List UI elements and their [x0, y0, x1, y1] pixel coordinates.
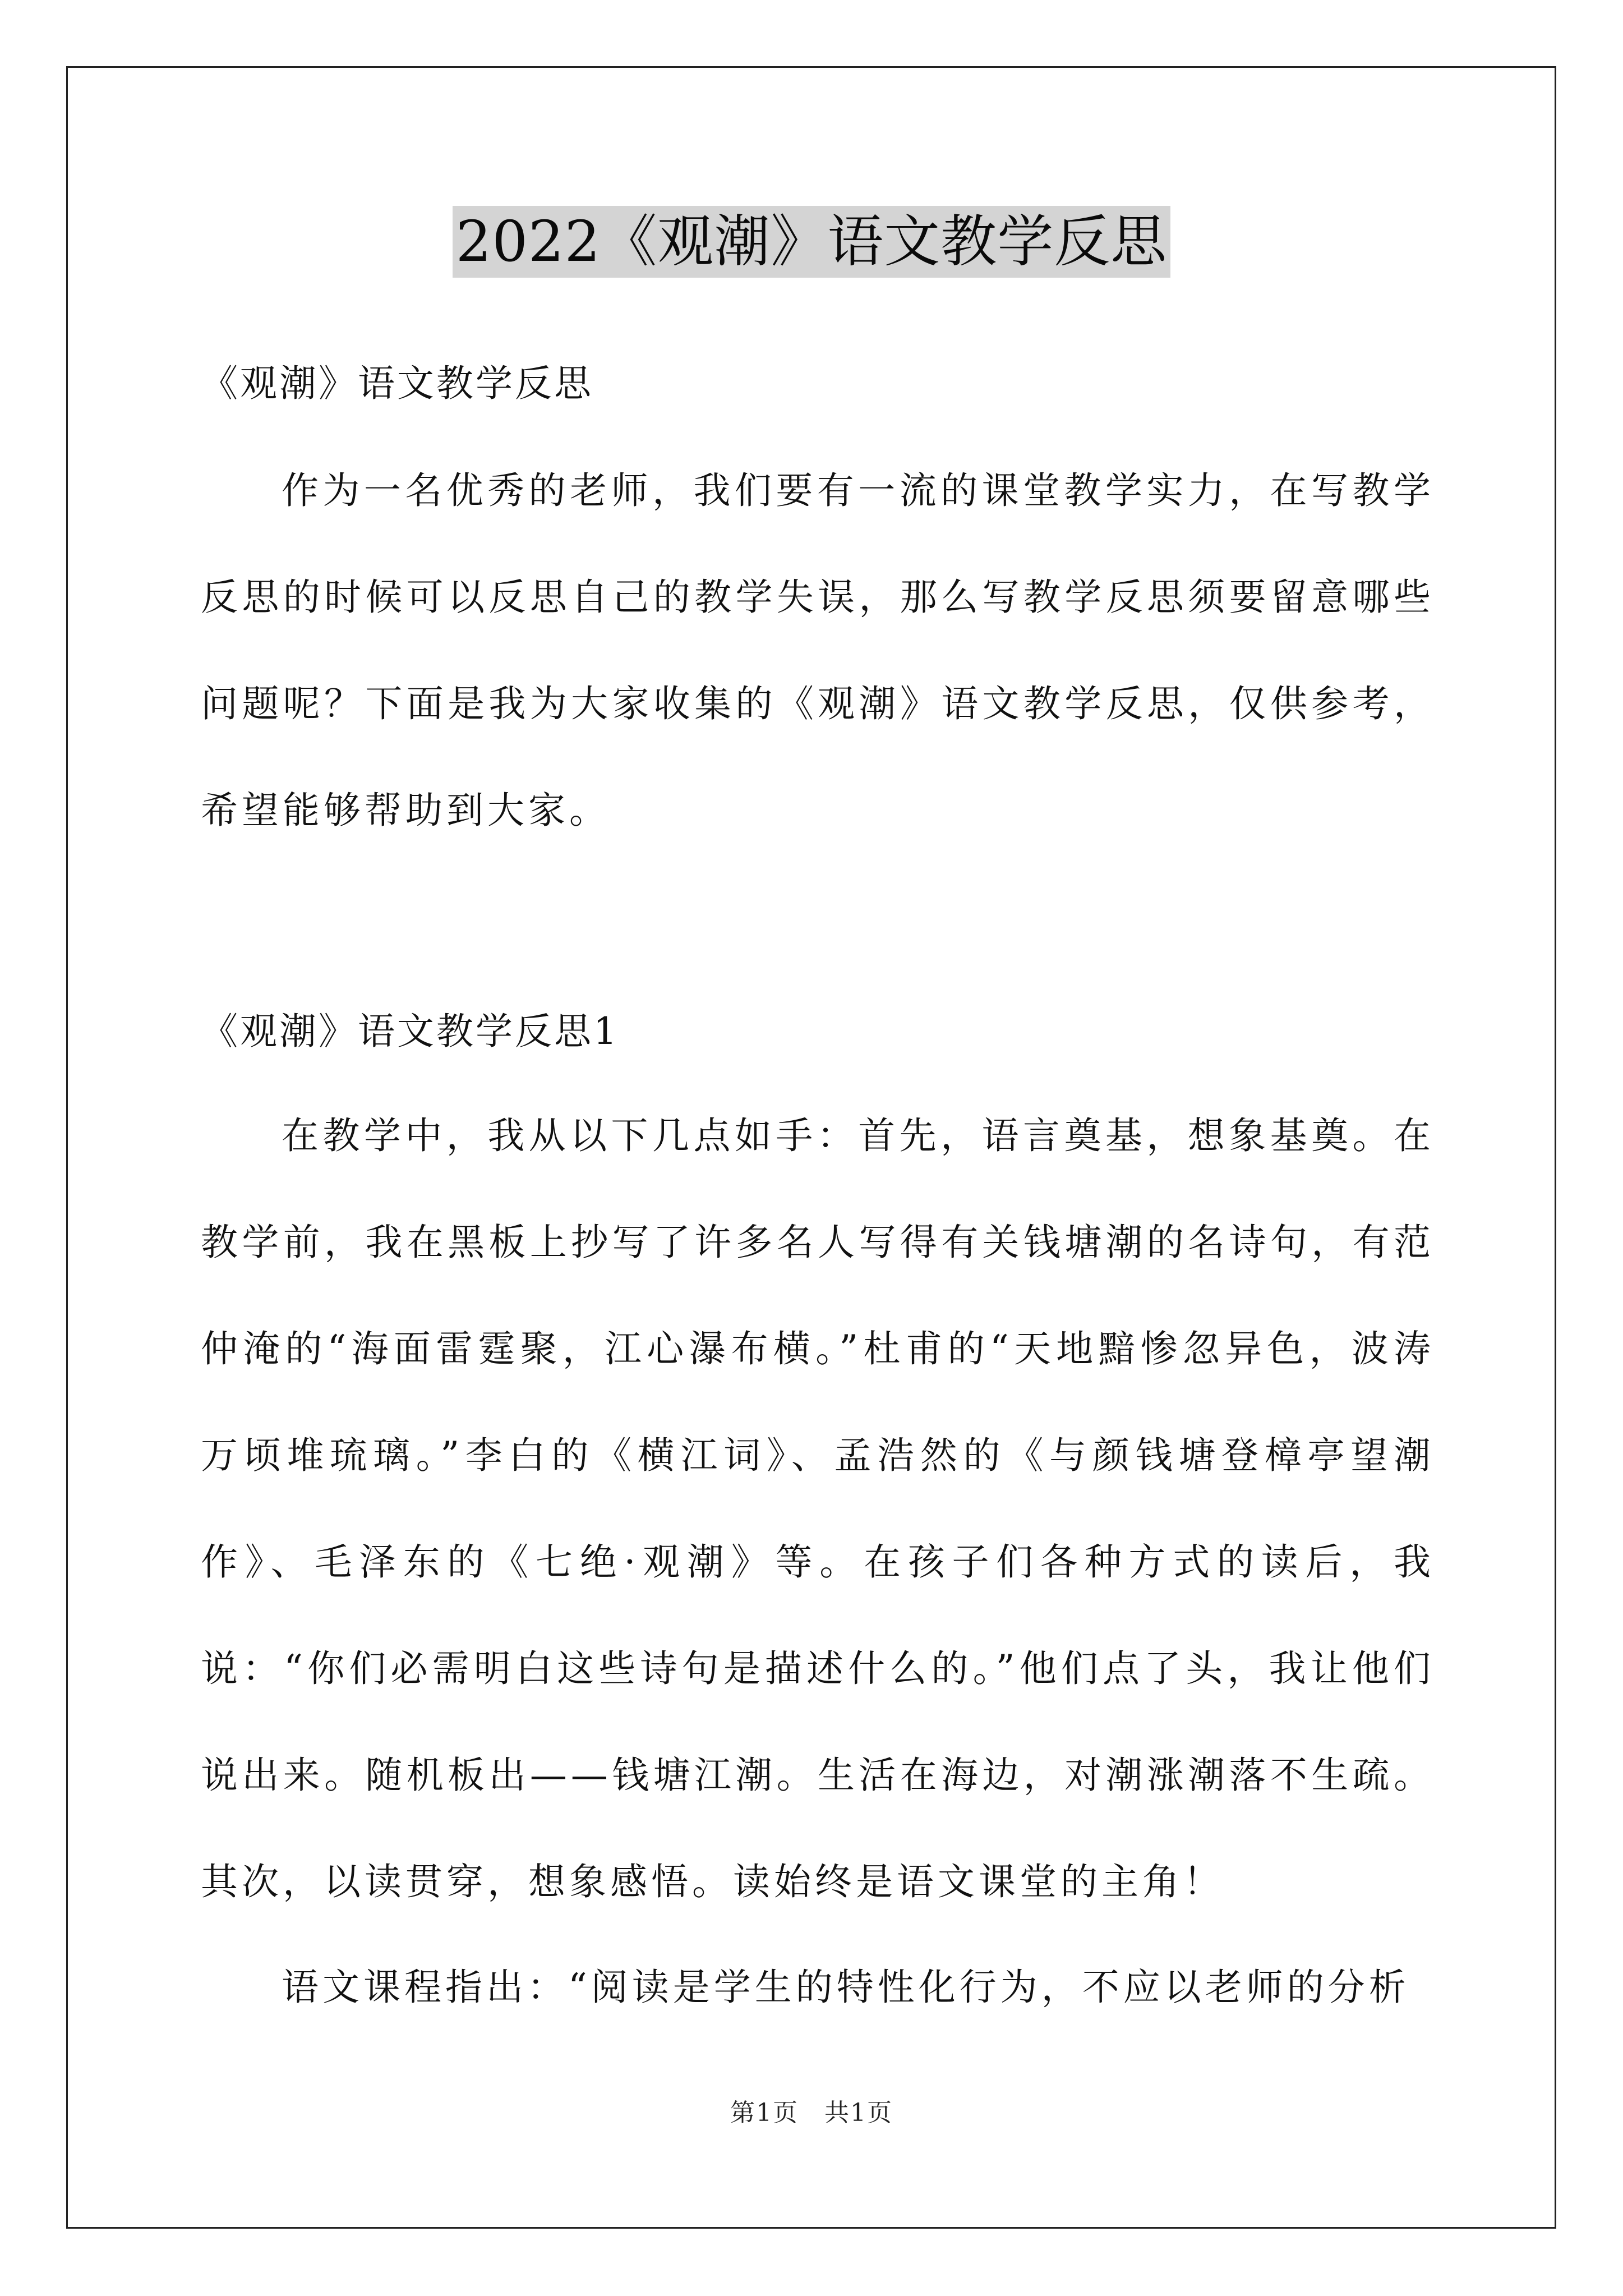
section-heading-1: 《观潮》语文教学反思1: [201, 1010, 619, 1053]
title-container: [0, 206, 1623, 278]
document-subtitle: 《观潮》语文教学反思: [201, 362, 593, 405]
page-footer: 第1页 共1页: [730, 2099, 893, 2127]
document-title: 2022《观潮》语文教学反思: [453, 206, 1171, 278]
section-1-paragraph-1: 在教学中，我从以下几点如手：首先，语言奠基，想象基奠。在教学前，我在黑板上抄写了许多名人写得有关钱塘潮的名诗句，有范仲淹的“海面雷霆聚，江心瀑布横。”杜甫的“天地黯惨忽异色，波涛万顷堆琉璃。”李白的《横江词》、孟浩然的《与颜钱塘登樟亭望潮作》、毛泽东的《七绝·观潮》等。在孩子们各种方式的读后，我说：“你们必需明白这些诗句是描述什么的。”他们点了头，我让他们说出来。随机板出——钱塘江潮。生活在海边，对潮涨潮落不生疏。其次，以读贯穿，想象感悟。读始终是语文课堂的主角！: [201, 1114, 1435, 1903]
section-1-paragraph-2: 语文课程指出：“阅读是学生的特性化行为，不应以老师的分析: [282, 1966, 1410, 2009]
intro-paragraph: 作为一名优秀的老师，我们要有一流的课堂教学实力，在写教学反思的时候可以反思自己的教学失误，那么写教学反思须要留意哪些问题呢？下面是我为大家收集的《观潮》语文教学反思，仅供参考，希望能够帮助到大家。: [201, 469, 1435, 832]
